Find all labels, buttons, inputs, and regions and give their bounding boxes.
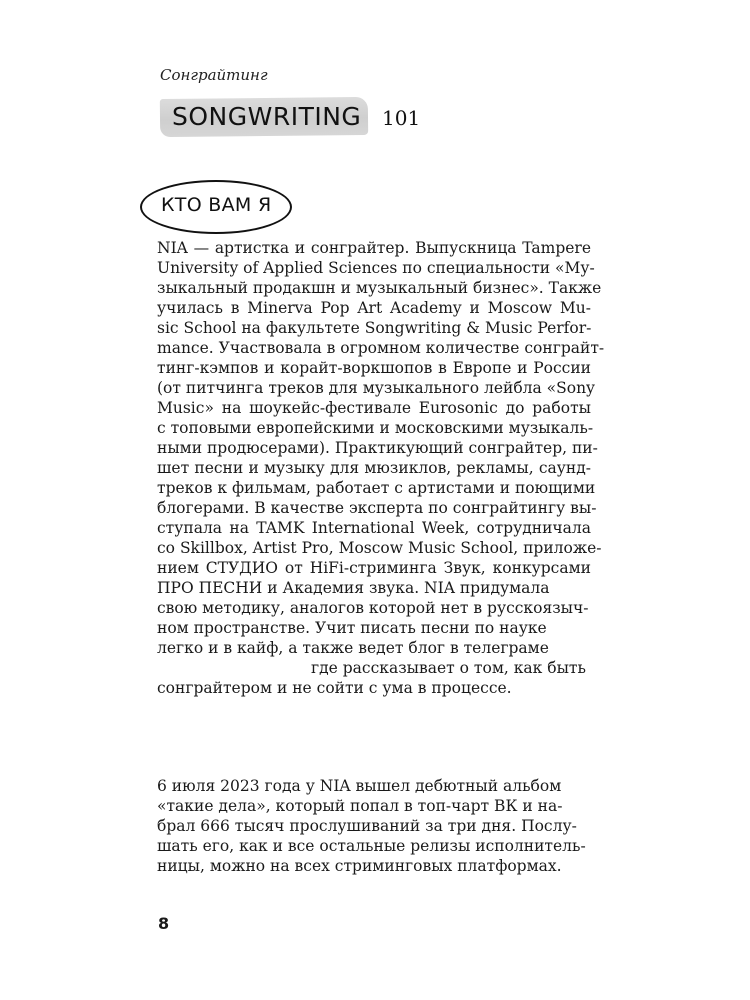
bio-line: зыкальный продакшн и музыкальный бизнес». Также	[157, 279, 602, 297]
running-header: Сонграйтинг	[160, 66, 268, 84]
bio-line: ном пространстве. Учит писать песни по науке	[157, 619, 547, 637]
bio-line: sic School на факультете Songwriting & Music Perfor-	[157, 319, 592, 337]
bio-line: легко и в кайф, а также ведет блог в телеграме	[157, 639, 549, 657]
bio-line: Music» на шоукейс-фестивале Eurosonic до работы	[157, 399, 591, 417]
bio-line: свою методику, аналогов которой нет в русскоязыч-	[157, 599, 589, 617]
bio-line: нием СТУДИО от HiFi-стриминга Звук, конкурсами	[157, 559, 591, 577]
bio-line: сонграйтером и не сойти с ума в процессе.	[157, 679, 512, 697]
bio-line: треков к фильмам, работает с артистами и поющими	[157, 479, 596, 497]
bio-line: NIA — артистка и сонграйтер. Выпускница Tampere	[157, 239, 591, 257]
book-title: SONGWRITING	[172, 102, 362, 131]
bio-line: ными продюсерами). Практикующий сонграйтер, пи-	[157, 439, 598, 457]
bio-line: училась в Minerva Pop Art Academy и Moscow Mu-	[157, 299, 591, 317]
album-line: шать его, как и все остальные релизы исполнитель-	[157, 837, 586, 855]
book-title-block	[160, 94, 420, 140]
bio-line: блогерами. В качестве эксперта по сонграйтингу вы-	[157, 499, 597, 517]
bio-line: University of Applied Sciences по специальности «Му-	[157, 259, 595, 277]
album-line: брал 666 тысяч прослушиваний за три дня. Послу-	[157, 817, 577, 835]
bio-line: ступала на TAMK International Week, сотрудничала	[157, 519, 591, 537]
bio-line: тинг-кэмпов и корайт-воркшопов в Европе и России	[157, 359, 591, 377]
section-title: КТО ВАМ Я	[161, 194, 272, 216]
bio-line: mance. Участвовала в огромном количестве сонграйт-	[157, 339, 605, 357]
album-line: ницы, можно на всех стриминговых платформах.	[157, 857, 562, 875]
bio-line: ПРО ПЕСНИ и Академия звука. NIA придумала	[157, 579, 550, 597]
bio-line: с топовыми европейскими и московскими музыкаль-	[157, 419, 594, 437]
bio-line: со Skillbox, Artist Pro, Moscow Music School, приложе-	[157, 539, 602, 557]
page-number: 8	[158, 914, 170, 933]
album-line: 6 июля 2023 года у NIA вышел дебютный альбом	[157, 777, 562, 795]
bio-line: где рассказывает о том, как быть	[311, 659, 586, 677]
bio-line: (от питчинга треков для музыкального лейбла «Sony	[157, 379, 595, 397]
bio-line: шет песни и музыку для мюзиклов, рекламы, саунд-	[157, 459, 591, 477]
album-line: «такие дела», который попал в топ-чарт ВК и на-	[157, 797, 563, 815]
book-title-number: 101	[382, 106, 421, 130]
